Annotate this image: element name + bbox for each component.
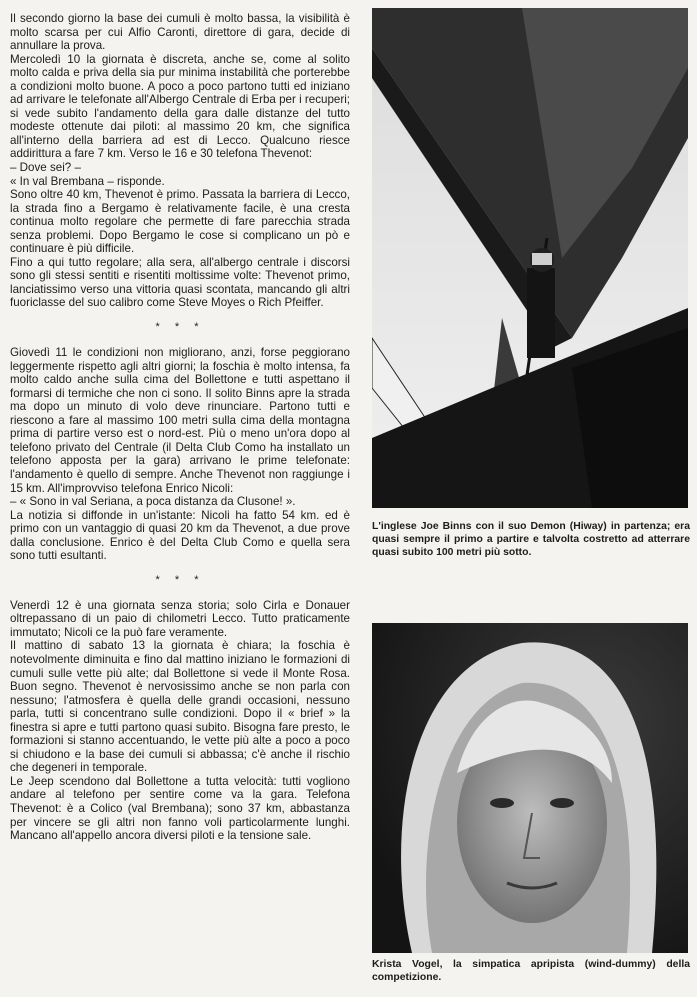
- dialogue-line: – « Sono in val Seriana, a poca distanza da Clusone! ».: [10, 495, 296, 509]
- photo-caption: Krista Vogel, la simpatica apripista (wind-dummy) della competizione.: [372, 959, 690, 983]
- paragraph: Le Jeep scendono dal Bollettone a tutta velocità: tutti vogliono andare al telefono per sentire come va la gara. Telefona Thevenot: è a Colico (val Brembana); sono 37 km, abbastanza per vincere se gli altri non fanno voli particolarmente lunghi. Mancano all'appello ancora diversi piloti e la tensione sale.: [10, 774, 350, 843]
- paragraph: Il mattino di sabato 13 la giornata è chiara; la foschia è notevolmente diminuita e fino dal mattino iniziano le formazioni di cumuli sulle vette più alte; dal Bollettone si vede il Monte Rosa. Buon segno. Thevenot è nervosissimo anche se non parla con nessuno; l'atmosfera è quella delle grandi occasioni, nessuno parla, tutti si concentrano sulle condizioni. Dopo il « brief » la finestra si apre e tutti partono quasi subito. Bisogna fare presto, le formazioni si stanno accentuando, le vette più alte a poco a poco si chiudono e la base dei cumuli si abbassa; c'è anche il rischio che degeneri in temporale.: [10, 639, 350, 775]
- section-separator: * * *: [155, 321, 205, 334]
- paragraph: Giovedì 11 le condizioni non migliorano, anzi, forse peggiorano leggermente rispetto agli altri giorni; la foschia è molto intensa, fa molto caldo anche sulla cima del Bollettone e tutti aspettano il formarsi di termiche che non ci sono. Il solito Binns apre la strada ma dopo un minuto di volo deve rinunciare. Partono tutti e riescono a fare al massimo 100 metri sulla cima della montagna prima di partire verso est o nord-est. Più o meno un'ora dopo al telefono privato del Centrale (il Delta Club Como ha installato un telefono apposta per la gara) arrivano le prime telefonate: l'andamento è quello di sempre. Anche Thevenot non raggiunge i 15 km. All'improvviso telefona Enrico Nicoli:: [10, 346, 350, 495]
- paragraph: Venerdì 12 è una giornata senza storia; solo Cirla e Donauer oltrepassano di un paio di chilometri Lecco. Tutto praticamente immutato; Nicoli ce la può fare veramente.: [10, 598, 350, 639]
- article-column: [10, 12, 350, 843]
- section-separator: * * *: [155, 573, 205, 586]
- paragraph: Sono oltre 40 km, Thevenot è primo. Passata la barriera di Lecco, la strada fino a Bergamo è relativamente facile, è una cresta continua molto regolare che permette di fare parecchia strada senza problemi. Dopo Bergamo le cose si complicano un pò e continuare è più difficile.: [10, 188, 350, 256]
- photo-caption: L'inglese Joe Binns con il suo Demon (Hiway) in partenza; era quasi sempre il primo a partire e talvolta costretto ad atterrare quasi subito 100 metri più sotto.: [372, 521, 690, 558]
- dialogue-line: – Dove sei? –: [10, 161, 81, 175]
- dialogue-line: « In val Brembana – risponde.: [10, 174, 165, 188]
- hang-glider-photo: [372, 8, 688, 508]
- portrait-photo: [372, 623, 688, 953]
- paragraph: Fino a qui tutto regolare; alla sera, all'albergo centrale i discorsi sono gli stessi sentiti e risentiti moltissime volte: Thevenot primo, lanciatissimo verso una vittoria quasi scontata, mancando gli altri fuoriclasse del suo calibro come Steve Moyes o Rich Pfeiffer.: [10, 255, 350, 310]
- paragraph: Il secondo giorno la base dei cumuli è molto bassa, la visibilità è molto scarsa per cui Alfio Caronti, direttore di gara, decide di annullare la prova.: [10, 12, 350, 53]
- paragraph: Mercoledì 10 la giornata è discreta, anche se, come al solito molto calda e priva della sia pur minima instabilità che porterebbe a condizioni molto buone. A poco a poco partono tutti ed iniziano ad arrivare le telefonate all'Albergo Centrale di Erba per i recuperi; si vede subito l'andamento della gara dalle distanze del tutto modeste ottenute dai piloti: al massimo 20 km, che significa all'interno della barriera ad est di Lecco. Qualcuno riesce addirittura a fare 7 km. Verso le 16 e 30 telefona Thevenot:: [10, 52, 350, 161]
- paragraph: La notizia si diffonde in un'istante: Nicoli ha fatto 54 km. ed è primo con un vantaggio di quasi 20 km da Thevenot, a due prove dalla conclusione. Enrico è del Delta Club Como e quella sera sono tutti esultanti.: [10, 508, 350, 563]
